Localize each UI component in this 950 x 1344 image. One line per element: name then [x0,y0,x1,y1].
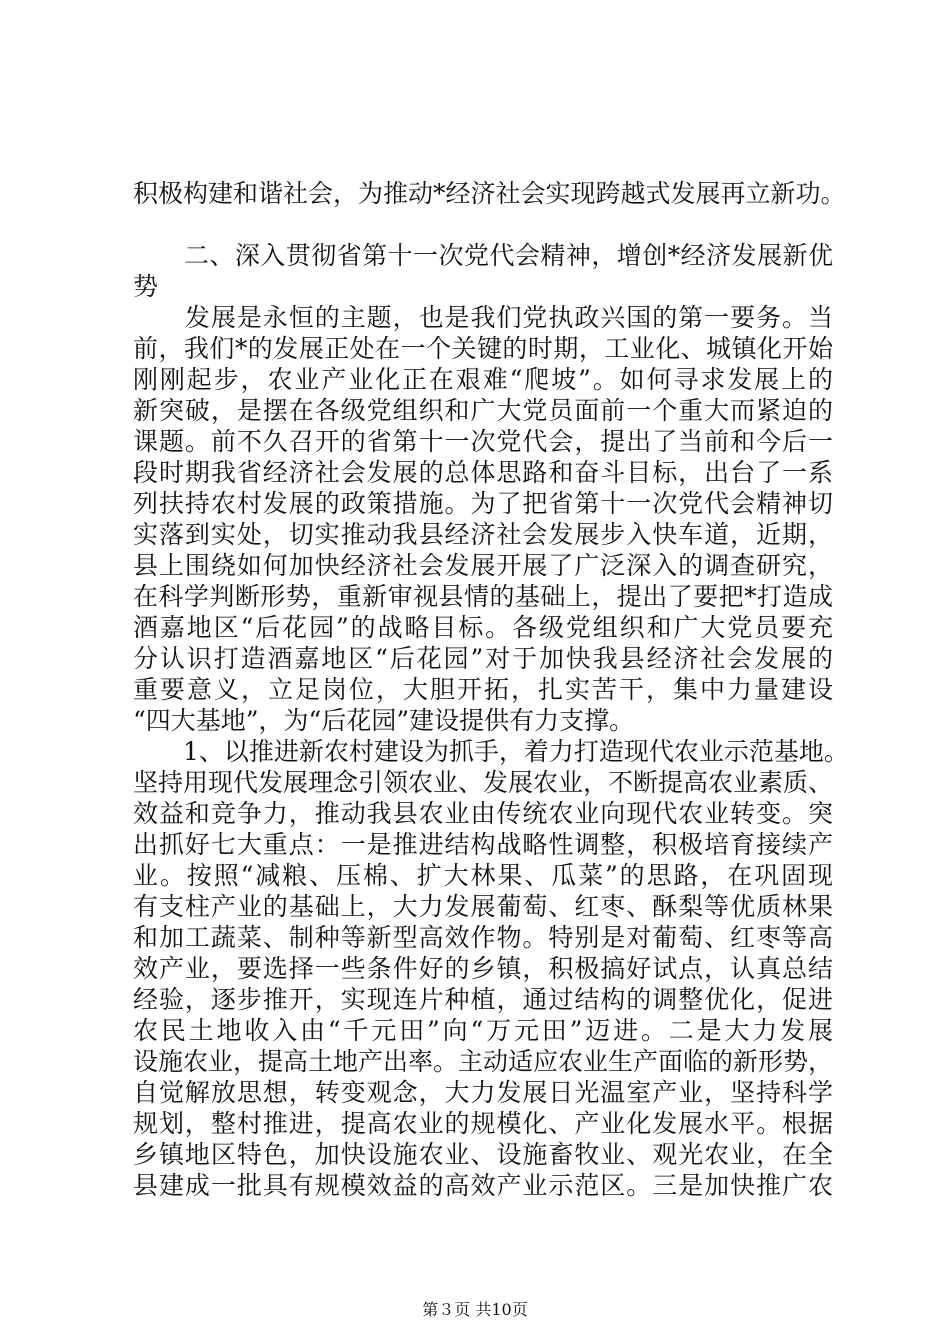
text-line: 自觉解放思想，转变观念，大力发展日光温室产业，坚持科学 [133,1078,833,1107]
text-line: 县建成一批具有规模效益的高效产业示范区。三是加快推广农 [133,1171,833,1200]
text-line: 实落到实处，切实推动我县经济社会发展步入快车道，近期， [133,520,833,549]
text-line: 在科学判断形势，重新审视县情的基础上，提出了要把*打造成 [133,582,833,611]
text-line: 出抓好七大重点：一是推进结构战略性调整，积极培育接续产 [133,830,833,859]
text-line: 课题。前不久召开的省第十一次党代会，提出了当前和今后一 [133,427,833,456]
text-line: 农民土地收入由“千元田”向“万元田”迈进。二是大力发展 [133,1016,833,1045]
section-heading-line: 势 [133,272,159,301]
text-line: 规划，整村推进，提高农业的规模化、产业化发展水平。根据 [133,1109,833,1138]
text-line: 业。按照“减粮、压棉、扩大林果、瓜菜”的思路，在巩固现 [133,861,833,890]
text-line: “四大基地”，为“后花园”建设提供有力支撑。 [133,706,635,735]
page-footer: 第３页 共10页 [422,1300,528,1319]
text-line: 和加工蔬菜、制种等新型高效作物。特别是对葡萄、红枣等高 [133,923,833,952]
text-line: 积极构建和谐社会，为推动*经济社会实现跨越式发展再立新功。 [133,179,846,208]
text-line: 发展是永恒的主题，也是我们党执政兴国的第一要务。当 [133,303,833,332]
text-line: 刚刚起步，农业产业化正在艰难“爬坡”。如何寻求发展上的 [133,365,833,394]
text-line: 分认识打造酒嘉地区“后花园”对于加快我县经济社会发展的 [133,644,833,673]
text-line: 列扶持农村发展的政策措施。为了把省第十一次党代会精神切 [133,489,833,518]
text-line: 效产业，要选择一些条件好的乡镇，积极搞好试点，认真总结 [133,954,833,983]
text-line: 设施农业，提高土地产出率。主动适应农业生产面临的新形势， [133,1047,834,1076]
text-line: 前，我们*的发展正处在一个关键的时期，工业化、城镇化开始 [133,334,833,363]
text-line: 效益和竞争力，推动我县农业由传统农业向现代农业转变。突 [133,799,833,828]
text-line: 新突破，是摆在各级党组织和广大党员面前一个重大而紧迫的 [133,396,833,425]
text-line: 乡镇地区特色，加快设施农业、设施畜牧业、观光农业，在全 [133,1140,833,1169]
text-line: 坚持用现代发展理念引领农业、发展农业，不断提高农业素质、 [133,768,834,797]
text-line: 段时期我省经济社会发展的总体思路和奋斗目标，出台了一系 [133,458,833,487]
section-heading-line: 二、深入贯彻省第十一次党代会精神，增创*经济发展新优 [133,241,833,270]
text-line: 经验，逐步推开，实现连片种植，通过结构的调整优化，促进 [133,985,833,1014]
text-line: 酒嘉地区“后花园”的战略目标。各级党组织和广大党员要充 [133,613,833,642]
text-line: 县上围绕如何加快经济社会发展开展了广泛深入的调查研究， [133,551,833,580]
text-line: 1、以推进新农村建设为抓手，着力打造现代农业示范基地。 [133,737,849,766]
text-line: 重要意义，立足岗位，大胆开拓，扎实苦干，集中力量建设 [133,675,833,704]
text-line: 有支柱产业的基础上，大力发展葡萄、红枣、酥梨等优质林果 [133,892,833,921]
